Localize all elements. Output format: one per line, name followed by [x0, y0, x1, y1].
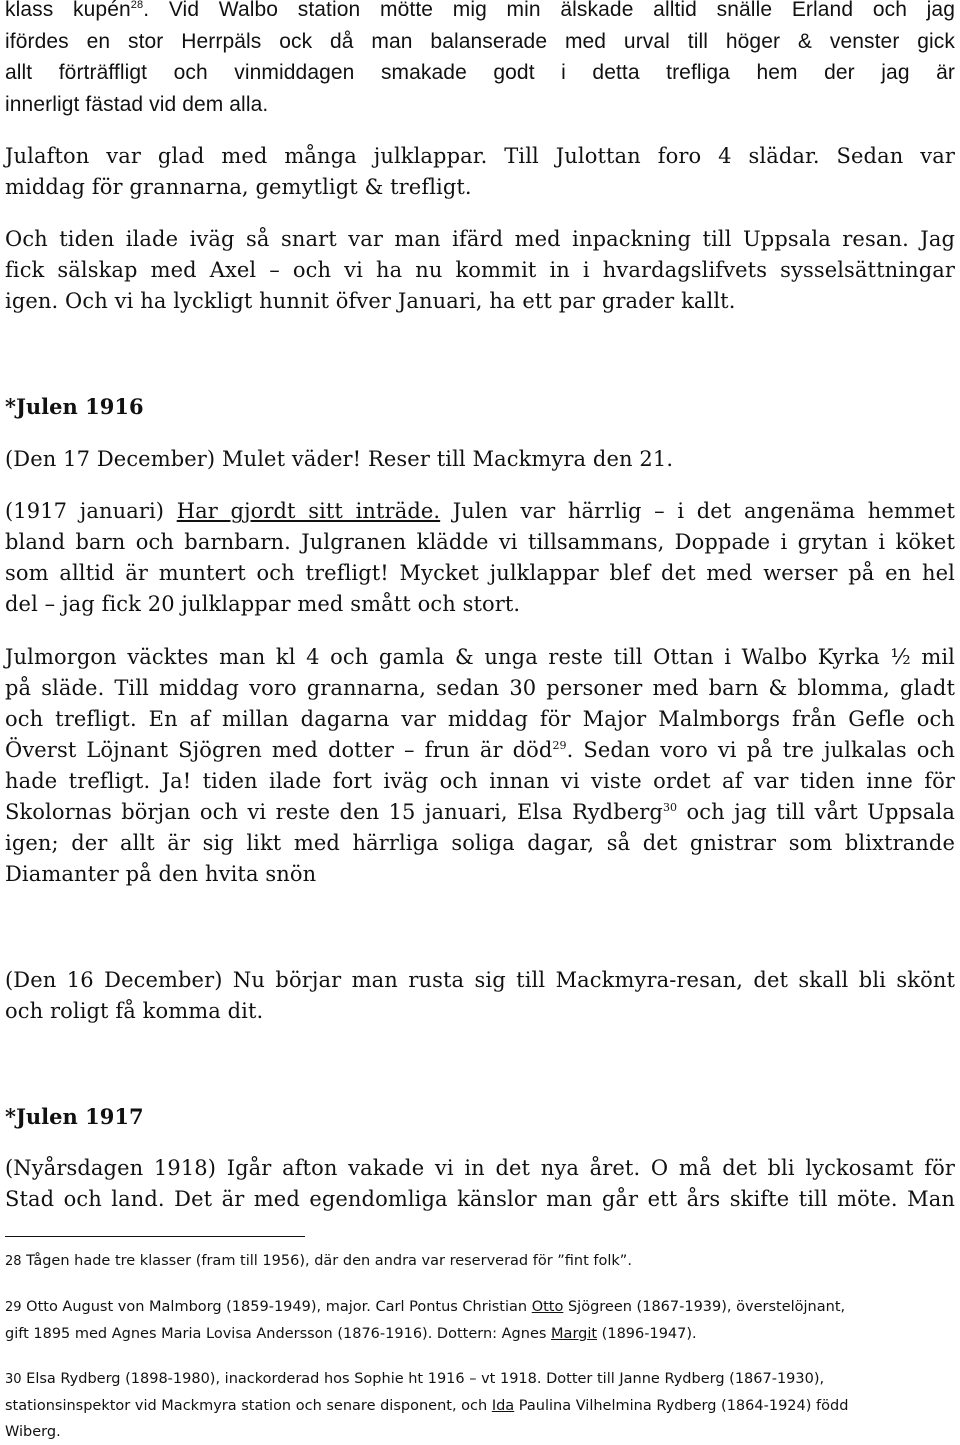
text-line: (Nyårsdagen 1918) Igår afton vakade vi in det nya året. O må det bli lyckosamt för — [5, 1156, 955, 1180]
footnote-text: stationsinspektor vid Mackmyra station och senare disponent, och — [5, 1398, 492, 1414]
underlined-text: Ida — [491, 1398, 515, 1414]
text-line: Julafton var glad med många julklappar. Till Julottan foro 4 slädar. Sedan var — [5, 144, 955, 168]
footnote-ref-28[interactable]: 28 — [130, 0, 144, 11]
text-line: fick sälskap med Axel – och vi ha nu kommit in i hvardagslifvets sysselsättningar — [5, 258, 955, 282]
text-line: del – jag fick 20 julklappar med smått och stort. — [5, 592, 521, 616]
text-run: Julen var härrlig – i det angenäma hemmet — [440, 499, 955, 523]
text-line: hade trefligt. Ja! tiden ilade fort iväg och innan vi viste ordet af var tiden inne för — [5, 769, 955, 793]
underlined-text: Margit — [551, 1326, 598, 1342]
text-line: (Den 17 December) Mulet väder! Reser till Mackmyra den 21. — [5, 447, 674, 471]
footnote-text: Elsa Rydberg (1898-1980), inackorderad hos Sophie ht 1916 – vt 1918. Dotter till Janne Rydberg (1867-1930), — [21, 1371, 825, 1387]
footnote-30 — [5, 1366, 945, 1445]
text-run: Överst Löjnant Sjögren med dotter – frun är död — [5, 738, 553, 762]
text-line: ifördes en stor Herrpäls ock då man balanserade med urval till höger & venster gick — [5, 29, 955, 53]
text-line — [5, 0, 955, 26]
text-line: Och tiden ilade iväg så snart var man ifärd med inpackning till Uppsala resan. Jag — [5, 227, 955, 251]
underlined-text: Har gjordt sitt inträde. — [176, 499, 441, 523]
footnote-29 — [5, 1294, 945, 1347]
text-run: . Sedan voro vi på tre julkalas och — [566, 738, 956, 762]
underlined-text: Otto — [531, 1299, 564, 1315]
text-line: som alltid är muntert och trefligt! Mycket julklappar blef det med werser på en hel — [5, 561, 955, 585]
footnote-text: Tågen hade tre klasser (fram till 1956), där den andra var reserverad för ”fint folk”. — [21, 1253, 632, 1269]
text-run: klass kupén — [5, 0, 131, 21]
text-run: . Vid Walbo station mötte mig min älskade alltid snälle Erland och jag — [143, 0, 955, 21]
paragraph-christmas-eve — [5, 141, 955, 203]
footnote-number: 28 — [5, 1254, 22, 1269]
footnote-number: 29 — [5, 1300, 22, 1315]
paragraph-christmas-morning — [5, 642, 955, 890]
text-line: Stad och land. Det är med egendomliga känslor man går ett års skifte till möte. Man — [5, 1187, 955, 1211]
text-line: på släde. Till middag voro grannarna, sedan 30 personer med barn & blomma, gladt — [5, 676, 955, 700]
footnote-ref-30[interactable]: 30 — [662, 801, 678, 814]
text-line: bland barn och barnbarn. Julgranen klädde vi tillsammans, Doppade i grytan i köket — [5, 530, 955, 554]
footnote-text: Otto August von Malmborg (1859-1949), major. Carl Pontus Christian — [21, 1299, 532, 1315]
text-line — [5, 735, 955, 766]
text-line: (Den 16 December) Nu börjar man rusta sig till Mackmyra-resan, det skall bli skönt — [5, 968, 955, 992]
text-line: middag för grannarna, gemytligt & trefligt. — [5, 175, 472, 199]
text-line: Diamanter på den hvita snön — [5, 862, 317, 886]
text-line: Julmorgon väcktes man kl 4 och gamla & unga reste till Ottan i Walbo Kyrka ½ mil — [5, 645, 955, 669]
text-line — [5, 797, 955, 828]
paragraph-dec-16 — [5, 965, 955, 1027]
footnote-separator — [5, 1236, 305, 1237]
footnote-text: Paulina Vilhelmina Rydberg (1864-1924) född — [514, 1398, 849, 1414]
section-heading-julen-1917: *Julen 1917 — [5, 1104, 144, 1129]
footnote-text: (1896-1947). — [597, 1326, 697, 1342]
text-run: Skolornas början och vi reste den 15 januari, Elsa Rydberg — [5, 800, 663, 824]
paragraph-jan-1917 — [5, 496, 955, 620]
text-line — [5, 496, 955, 527]
text-line: och roligt få komma dit. — [5, 999, 264, 1023]
footnote-28 — [5, 1248, 945, 1275]
section-heading-julen-1916: *Julen 1916 — [5, 394, 144, 419]
footnote-ref-29[interactable]: 29 — [552, 739, 567, 752]
text-run: (1917 januari) — [5, 499, 177, 523]
text-run: och jag till vårt Uppsala — [677, 800, 955, 824]
paragraph-dec-17 — [5, 444, 955, 475]
footnote-number: 30 — [5, 1372, 22, 1387]
text-line: innerligt fästad vid dem alla. — [5, 92, 269, 116]
footnote-text: Wiberg. — [5, 1424, 61, 1440]
text-line: igen; der allt är sig likt med härrliga soliga dagar, så det gnistrar som blixtrande — [5, 831, 955, 855]
text-line: igen. Och vi ha lyckligt hunnit öfver Januari, ha ett par grader kallt. — [5, 289, 736, 313]
text-line: och trefligt. En af millan dagarna var middag för Major Malmborgs från Gefle och — [5, 707, 955, 731]
footnote-text: gift 1895 med Agnes Maria Lovisa Andersson (1876-1916). Dottern: Agnes — [5, 1326, 552, 1342]
text-line: allt förträffligt och vinmiddagen smakade godt i detta trefliga hem der jag är — [5, 61, 955, 84]
paragraph-train-arrival — [5, 0, 955, 120]
footnote-text: Sjögreen (1867-1939), överstelöjnant, — [563, 1299, 846, 1315]
paragraph-new-years-day-1918 — [5, 1153, 955, 1215]
paragraph-uppsala-trip — [5, 224, 955, 317]
